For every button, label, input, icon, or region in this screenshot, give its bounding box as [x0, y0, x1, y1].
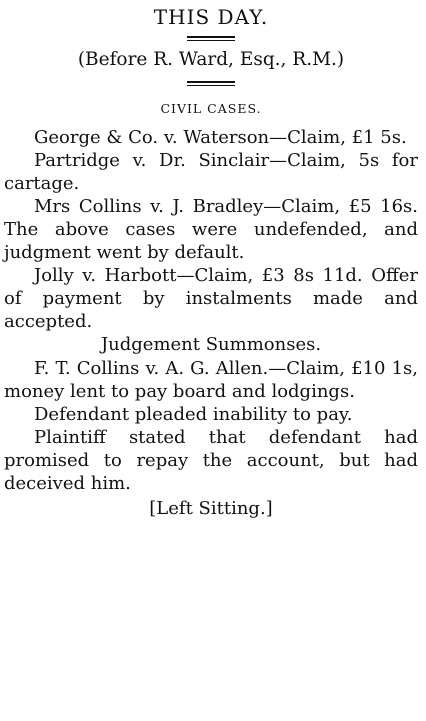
- article-heading: THIS DAY.: [153, 5, 269, 29]
- case-paragraph: Partridge v. Dr. Sinclair—Claim, 5s for cartage.: [4, 150, 418, 194]
- closing-note: [Left Sitting.]: [149, 498, 273, 519]
- heading-divider: [187, 36, 235, 41]
- summons-paragraph: F. T. Collins v. A. G. Allen.—Claim, £10 1s, money lent to pay board and lodgings.: [4, 358, 418, 402]
- summons-paragraph: Defendant pleaded inability to pay.: [34, 404, 353, 425]
- case-paragraph: Mrs Collins v. J. Bradley—Claim, £5 16s. The above cases were undefended, and judgment went by default.: [4, 196, 418, 263]
- subsection-title: Judgement Summonses.: [100, 334, 322, 355]
- subheading-divider: [187, 81, 235, 86]
- case-paragraph: George & Co. v. Waterson—Claim, £1 5s.: [34, 127, 407, 148]
- section-title: CIVIL CASES.: [160, 101, 262, 116]
- summons-paragraph: Plaintiff stated that defendant had promised to repay the account, but had deceived him.: [4, 427, 418, 494]
- case-paragraph: Jolly v. Harbott—Claim, £3 8s 11d. Offer of payment by instalments made and accepted.: [4, 265, 418, 332]
- article-subheading: (Before R. Ward, Esq., R.M.): [77, 49, 345, 70]
